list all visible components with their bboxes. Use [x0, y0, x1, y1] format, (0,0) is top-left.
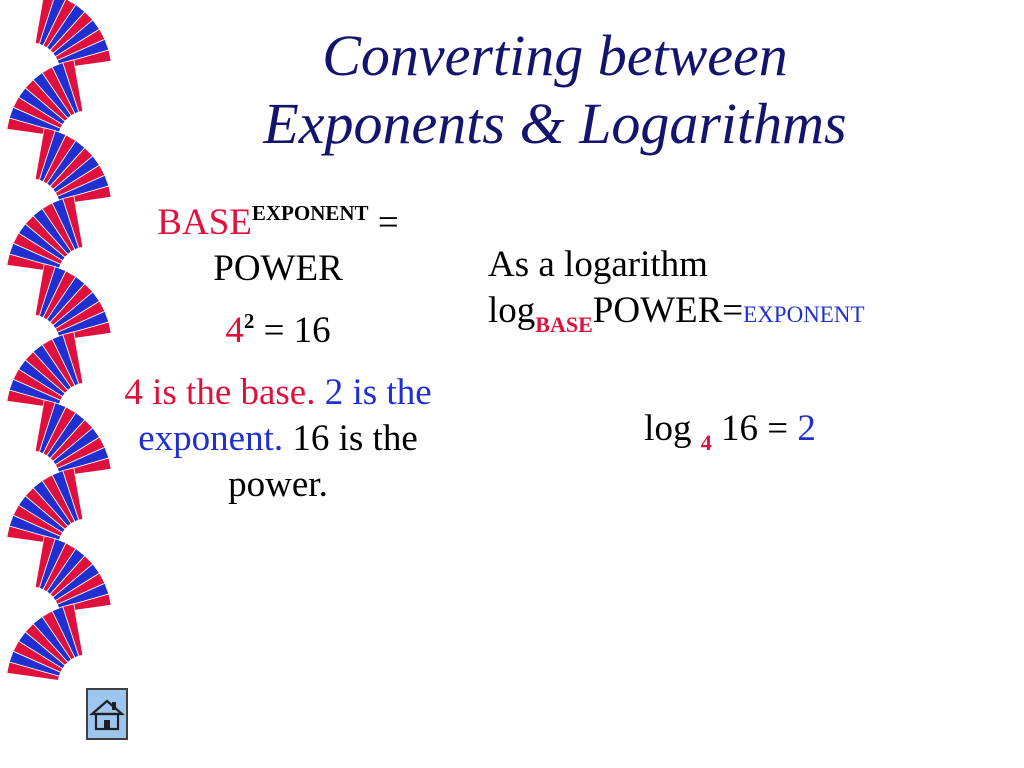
- decorative-ribbon: [0, 0, 120, 700]
- exponent-explanation: [108, 370, 448, 508]
- ribbon-segment: [7, 468, 83, 545]
- explain-base: 4 is the base.: [124, 372, 316, 413]
- example-exponent: 2: [243, 309, 255, 333]
- log-word: log: [488, 290, 536, 331]
- exponent-example: [108, 308, 448, 354]
- log-base-subscript: BASE: [535, 312, 593, 337]
- ribbon-segment: [35, 0, 111, 68]
- ribbon-segment: [7, 196, 83, 273]
- explain-power-number: 16: [292, 418, 330, 459]
- logarithm-heading: As a logarithm: [488, 244, 708, 285]
- example-log-base: 4: [700, 430, 712, 455]
- power-word: POWER: [213, 248, 343, 289]
- log-exponent-word: EXPONENT: [743, 302, 865, 327]
- ribbon-segment: [35, 264, 111, 341]
- title-line-1: Converting between: [322, 23, 788, 88]
- example-log-word: log: [644, 408, 692, 449]
- base-word: BASE: [157, 202, 252, 243]
- logarithm-form-section: [488, 242, 1008, 338]
- ribbon-segment: [35, 128, 111, 205]
- home-icon: [88, 690, 126, 738]
- equals-sign: =: [368, 202, 399, 243]
- example-result: = 16: [254, 310, 331, 351]
- ribbon-segment: [35, 536, 111, 613]
- example-base: 4: [225, 310, 244, 351]
- exponent-general-form: [108, 200, 448, 292]
- ribbon-segment: [7, 60, 83, 137]
- logarithm-general-form: [488, 288, 1008, 338]
- example-log-argument: 16 =: [720, 408, 789, 449]
- explain-power-text: is the power.: [228, 418, 418, 505]
- ribbon-segment: [35, 400, 111, 477]
- explain-exponent: 2 is the exponent.: [138, 372, 432, 459]
- exponent-word: EXPONENT: [251, 201, 369, 225]
- home-button[interactable]: [86, 688, 128, 740]
- ribbon-segment: [7, 332, 83, 409]
- logarithm-example: [600, 406, 860, 455]
- example-log-result: 2: [797, 408, 816, 449]
- slide-title: [150, 22, 960, 158]
- log-power-word: POWER=: [592, 290, 744, 331]
- ribbon-segment: [7, 604, 83, 681]
- title-line-2: Exponents & Logarithms: [263, 91, 847, 156]
- exponent-form-section: [108, 200, 448, 524]
